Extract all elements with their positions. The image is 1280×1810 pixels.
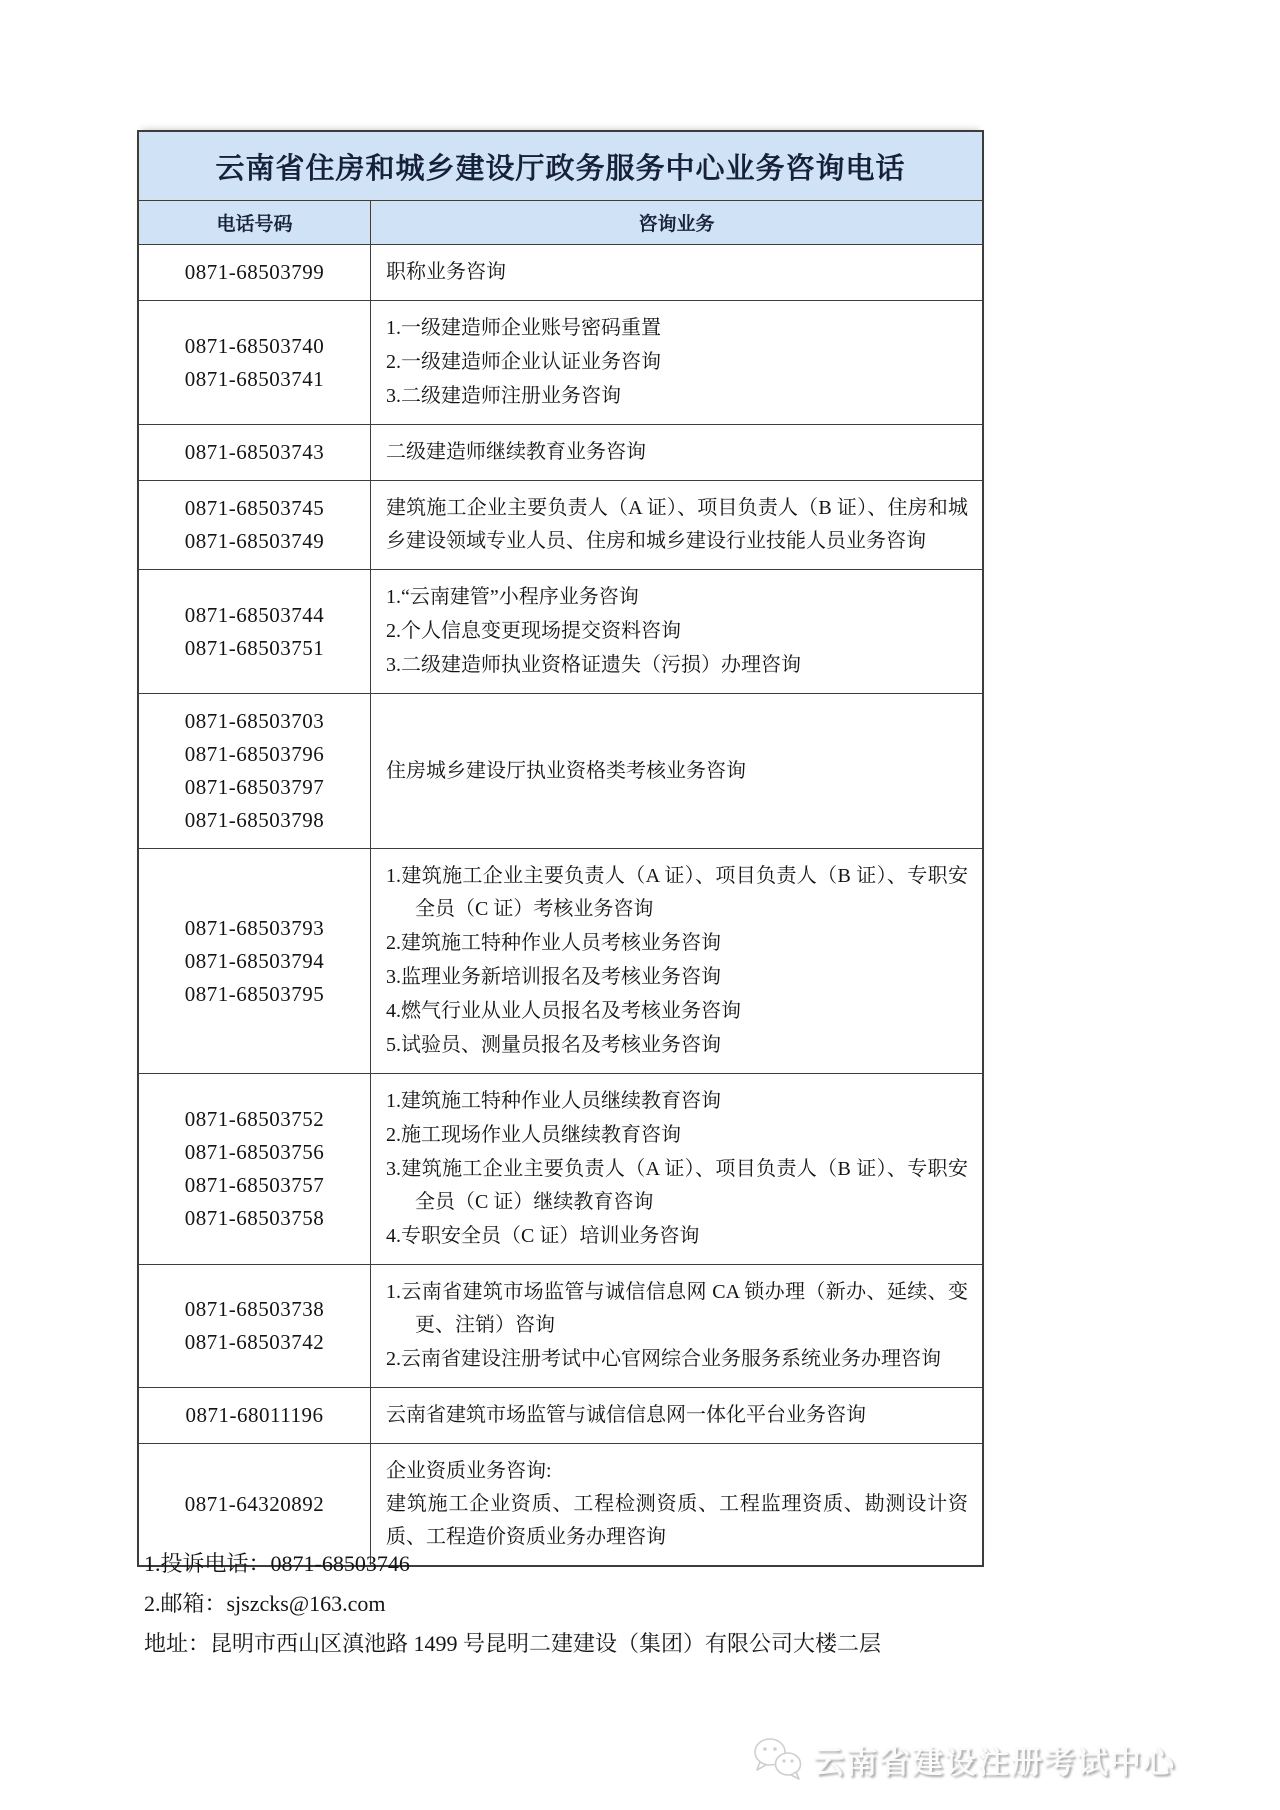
service-item: 3.监理业务新培训报名及考核业务咨询 <box>386 966 721 988</box>
phone-number: 0871-68503794 <box>184 948 325 973</box>
complaint-phone-line: 1.投诉电话：0871-68503746 <box>144 1551 410 1576</box>
phone-number: 0871-68503756 <box>184 1140 325 1164</box>
table-row <box>139 245 982 301</box>
service-item: 2.施工现场作业人员继续教育咨询 <box>386 1124 681 1146</box>
table-row <box>139 481 982 570</box>
phone-number: 0871-68503743 <box>184 440 325 464</box>
service-item: 2.一级建造师企业认证业务咨询 <box>386 351 661 373</box>
wechat-icon <box>751 1736 805 1782</box>
phone-number: 0871-68503749 <box>184 529 325 553</box>
phone-cell <box>139 301 371 424</box>
phone-number: 0871-68503741 <box>184 366 325 391</box>
column-header-phone: 电话号码 <box>139 201 371 244</box>
phone-number: 0871-68503744 <box>184 602 325 627</box>
phone-number: 0871-68503795 <box>184 981 325 1006</box>
service-cell <box>371 1074 982 1264</box>
service-item: 3.建筑施工企业主要负责人（A 证）、项目负责人（B 证）、专职安全员（C 证）继续教育咨询 <box>386 1158 968 1213</box>
phone-number: 0871-68503796 <box>184 742 325 766</box>
watermark-text: 云南省建设注册考试中心 <box>813 1744 1176 1780</box>
table-body <box>139 245 982 1565</box>
service-cell <box>371 1388 982 1443</box>
phone-number: 0871-68503793 <box>184 915 325 940</box>
service-cell <box>371 245 982 300</box>
phone-number: 0871-68503751 <box>184 635 325 660</box>
table-row <box>139 1074 982 1265</box>
phone-cell <box>139 1074 371 1264</box>
service-item: 职称业务咨询 <box>386 261 506 283</box>
service-item: 5.试验员、测量员报名及考核业务咨询 <box>386 1034 721 1056</box>
phone-cell <box>139 481 371 569</box>
service-cell <box>371 1265 982 1387</box>
service-item: 1.云南省建筑市场监管与诚信信息网 CA 锁办理（新办、延续、变更、注销）咨询 <box>386 1281 968 1336</box>
phone-cell <box>139 849 371 1073</box>
table-header <box>139 201 982 245</box>
phone-number: 0871-68011196 <box>185 1403 324 1427</box>
email-line: 2.邮箱：sjszcks@163.com <box>144 1591 386 1616</box>
service-item: 2.云南省建设注册考试中心官网综合业务服务系统业务办理咨询 <box>386 1348 941 1370</box>
table-row <box>139 1388 982 1444</box>
service-item: 建筑施工企业主要负责人（A 证）、项目负责人（B 证）、住房和城乡建设领域专业人员、住房和城乡建设行业技能人员业务咨询 <box>386 497 968 552</box>
phone-number: 0871-68503752 <box>184 1107 325 1131</box>
service-item: 3.二级建造师执业资格证遗失（污损）办理咨询 <box>386 654 801 676</box>
service-item: 企业资质业务咨询: <box>386 1460 552 1482</box>
phone-number: 0871-68503757 <box>184 1173 325 1197</box>
phone-number: 0871-68503745 <box>184 496 325 520</box>
phone-number: 0871-68503799 <box>184 260 325 284</box>
table-row <box>139 849 982 1074</box>
service-item: 2.建筑施工特种作业人员考核业务咨询 <box>386 932 721 954</box>
table-row <box>139 694 982 849</box>
service-item: 二级建造师继续教育业务咨询 <box>386 441 646 463</box>
phone-cell <box>139 570 371 693</box>
phone-number: 0871-68503797 <box>184 775 325 799</box>
service-item: 4.燃气行业从业人员报名及考核业务咨询 <box>386 1000 741 1022</box>
phone-number: 0871-68503758 <box>184 1206 325 1230</box>
table-row <box>139 1265 982 1388</box>
footer-notes <box>144 1544 1024 1664</box>
service-item: 1.建筑施工企业主要负责人（A 证）、项目负责人（B 证）、专职安全员（C 证）考核业务咨询 <box>386 865 968 920</box>
phone-number: 0871-68503738 <box>184 1297 325 1321</box>
phone-number: 0871-64320892 <box>184 1492 325 1516</box>
consultation-phone-table <box>137 130 984 1567</box>
address-line: 地址：昆明市西山区滇池路 1499 号昆明二建建设（集团）有限公司大楼二层 <box>144 1631 882 1656</box>
table-row <box>139 425 982 481</box>
phone-number: 0871-68503740 <box>184 333 325 358</box>
phone-cell <box>139 425 371 480</box>
phone-number: 0871-68503703 <box>184 709 325 733</box>
table-row <box>139 301 982 425</box>
column-header-service: 咨询业务 <box>638 214 715 235</box>
service-item: 1.建筑施工特种作业人员继续教育咨询 <box>386 1090 721 1112</box>
phone-cell <box>139 1265 371 1387</box>
service-item: 4.专职安全员（C 证）培训业务咨询 <box>386 1225 700 1247</box>
service-item: 住房城乡建设厅执业资格类考核业务咨询 <box>386 759 746 782</box>
table-row <box>139 570 982 694</box>
service-cell <box>371 481 982 569</box>
service-item: 1.一级建造师企业账号密码重置 <box>386 317 661 339</box>
phone-cell <box>139 694 371 848</box>
phone-cell <box>139 1388 371 1443</box>
service-cell <box>371 694 982 848</box>
phone-number: 0871-68503798 <box>184 808 325 832</box>
service-item: 3.二级建造师注册业务咨询 <box>386 385 621 407</box>
service-item: 建筑施工企业资质、工程检测资质、工程监理资质、勘测设计资质、工程造价资质业务办理咨询 <box>386 1493 968 1548</box>
service-cell <box>371 849 982 1073</box>
service-item: 云南省建筑市场监管与诚信信息网一体化平台业务咨询 <box>386 1404 866 1426</box>
service-item: 1.“云南建管”小程序业务咨询 <box>386 586 639 608</box>
watermark <box>751 1736 1176 1782</box>
phone-cell <box>139 245 371 300</box>
service-cell <box>371 301 982 424</box>
phone-number: 0871-68503742 <box>184 1330 325 1354</box>
service-cell <box>371 425 982 480</box>
service-item: 2.个人信息变更现场提交资料咨询 <box>386 620 681 642</box>
service-cell <box>371 570 982 693</box>
table-title: 云南省住房和城乡建设厅政务服务中心业务咨询电话 <box>139 132 982 201</box>
